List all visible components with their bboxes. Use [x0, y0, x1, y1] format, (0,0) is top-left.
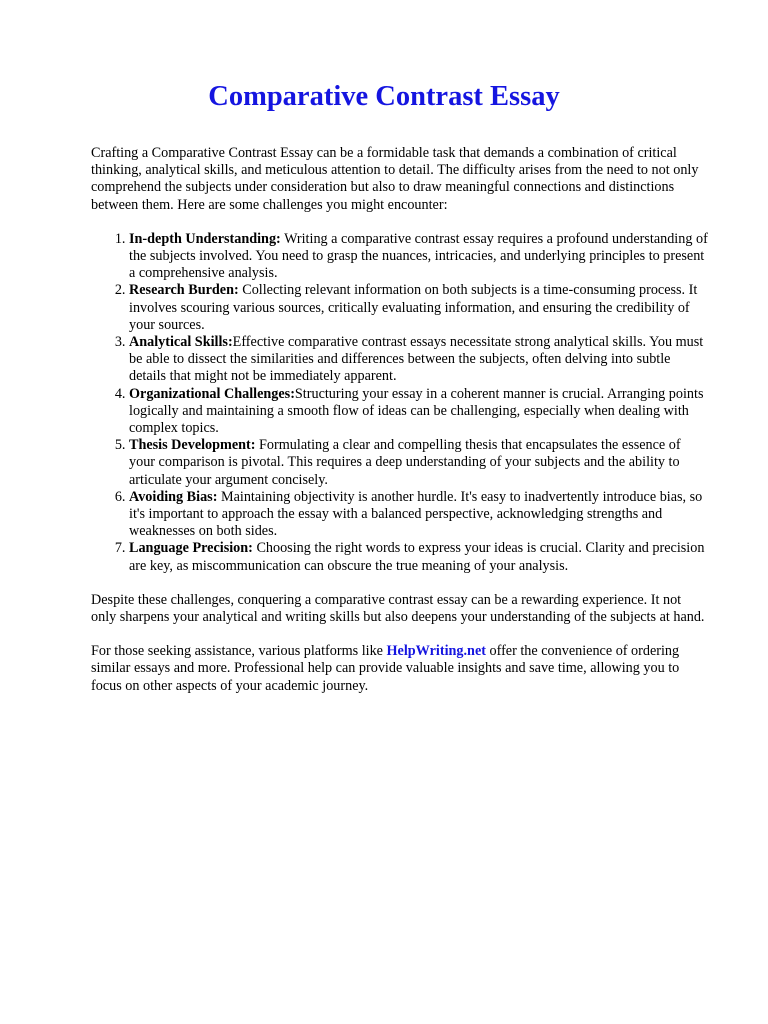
assistance-text-before: For those seeking assistance, various platforms like	[91, 643, 387, 660]
challenge-term: Analytical Skills:	[129, 334, 233, 351]
conclusion-paragraph: Despite these challenges, conquering a comparative contrast essay can be a rewarding experience. It not only sharpens your analytical and writing skills but also deepens your understanding of the subjects at hand.	[91, 591, 705, 626]
challenge-text: Formulating a clear and compelling thesis that encapsulates the essence of your comparison is pivotal. This requires a deep understanding of your subjects and the ability to articulate your argument concisely.	[129, 437, 681, 488]
challenge-text: Maintaining objectivity is another hurdle. It's easy to inadvertently introduce bias, so it's important to approach the essay with a balanced perspective, acknowledging strengths and weaknesses on both sides.	[129, 488, 703, 540]
challenge-text: Choosing the right words to express your ideas is crucial. Clarity and precision are key, as miscommunication can obscure the true meaning of your analysis.	[129, 540, 705, 574]
intro-paragraph: Crafting a Comparative Contrast Essay can be a formidable task that demands a combination of critical thinking, analytical skills, and meticulous attention to detail. The difficulty arises from the need to not only comprehend the subjects under consideration but also to draw meaningful connections and distinctions between them. Here are some challenges you might encounter:	[91, 145, 699, 213]
list-item	[129, 282, 709, 334]
challenge-term: Organizational Challenges:	[129, 385, 295, 402]
challenges-list	[91, 231, 709, 575]
document-body	[91, 145, 709, 695]
list-item	[129, 386, 709, 438]
list-item	[129, 231, 709, 283]
list-item	[129, 334, 709, 386]
list-item	[129, 489, 709, 541]
challenge-term: In-depth Understanding:	[129, 230, 281, 247]
challenge-text: Structuring your essay in a coherent manner is crucial. Arranging points logically and maintaining a smooth flow of ideas can be challenging, especially when dealing with complex topics.	[129, 385, 704, 437]
challenge-term: Thesis Development:	[129, 437, 256, 454]
list-item	[129, 437, 709, 489]
list-item	[129, 540, 709, 574]
challenge-text: Collecting relevant information on both subjects is a time-consuming process. It involves scouring various sources, critically evaluating information, and ensuring the credibility of your sources.	[129, 282, 698, 333]
assistance-paragraph	[91, 643, 709, 695]
challenge-term: Avoiding Bias:	[129, 488, 218, 505]
challenge-term: Research Burden:	[129, 282, 239, 299]
challenge-text: Effective comparative contrast essays necessitate strong analytical skills. You must be able to dissect the similarities and differences between the subjects, often delving into subtle details that might not be immediately apparent.	[129, 334, 704, 385]
helpwriting-link[interactable]: HelpWriting.net	[386, 643, 486, 660]
challenge-text: Writing a comparative contrast essay requires a profound understanding of the subjects involved. You need to grasp the nuances, intricacies, and underlying principles to present a comprehensive analysis.	[129, 230, 708, 282]
challenge-term: Language Precision:	[129, 540, 253, 557]
assistance-text-after: offer the convenience of ordering similar essays and more. Professional help can provide valuable insights and save time, allowing you to focus on other aspects of your academic journey.	[91, 643, 680, 694]
page-title: Comparative Contrast Essay	[208, 81, 560, 112]
